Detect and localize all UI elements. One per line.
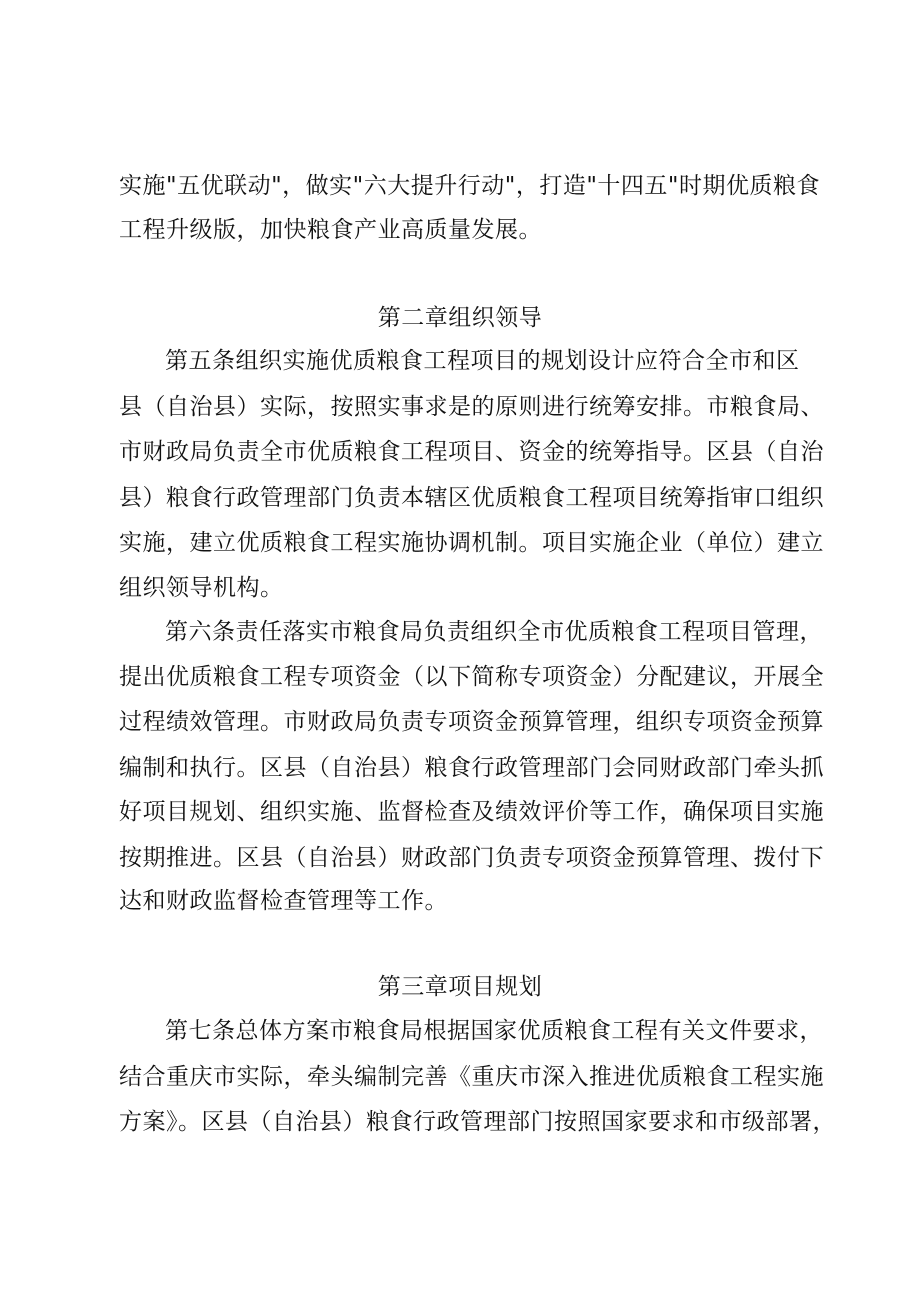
article-6-line-1: 第六条责任落实市粮食局负责组织全市优质粮食工程项目管理， (165, 619, 823, 645)
article-6-line-7: 达和财政监督检查管理等工作。 (119, 888, 448, 914)
article-6-line-6: 按期推进。区县（自治县）财政部门负责专项资金预算管理、拨付下 (119, 845, 824, 871)
article-5-line-5: 实施，建立优质粮食工程实施协调机制。项目实施企业（单位）建立 (119, 530, 824, 556)
intro-line-1: 实施"五优联动"，做实"六大提升行动"，打造"十四五"时期优质粮食 (119, 173, 820, 199)
article-6-line-5: 好项目规划、组织实施、监督检查及绩效评价等工作，确保项目实施 (119, 799, 824, 825)
article-7-line-2: 结合重庆市实际，牵头编制完善《重庆市深入推进优质粮食工程实施 (119, 1064, 824, 1090)
article-5-line-3: 市财政局负责全市优质粮食工程项目、资金的统筹指导。区县（自治 (119, 439, 824, 465)
article-5-line-1: 第五条组织实施优质粮食工程项目的规划设计应符合全市和区 (165, 348, 800, 374)
intro-line-2: 工程升级版，加快粮食产业高质量发展。 (119, 217, 542, 243)
chapter-3-heading: 第三章项目规划 (377, 974, 543, 1000)
article-5-line-4: 县）粮食行政管理部门负责本辖区优质粮食工程项目统筹指审口组织 (119, 485, 824, 511)
article-7-line-3: 方案》。区县（自治县）粮食行政管理部门按照国家要求和市级部署， (119, 1109, 836, 1135)
article-7-line-1: 第七条总体方案市粮食局根据国家优质粮食工程有关文件要求， (165, 1018, 823, 1044)
article-6-line-3: 过程绩效管理。市财政局负责专项资金预算管理，组织专项资金预算 (119, 709, 824, 735)
article-6-line-4: 编制和执行。区县（自治县）粮食行政管理部门会同财政部门牵头抓 (119, 755, 824, 781)
chapter-2-heading: 第二章组织领导 (377, 305, 543, 331)
article-5-line-2: 县（自治县）实际，按照实事求是的原则进行统筹安排。市粮食局、 (119, 394, 824, 420)
article-5-line-6: 组织领导机构。 (119, 575, 284, 601)
article-6-line-2: 提出优质粮食工程专项资金（以下简称专项资金）分配建议，开展全 (119, 664, 824, 690)
